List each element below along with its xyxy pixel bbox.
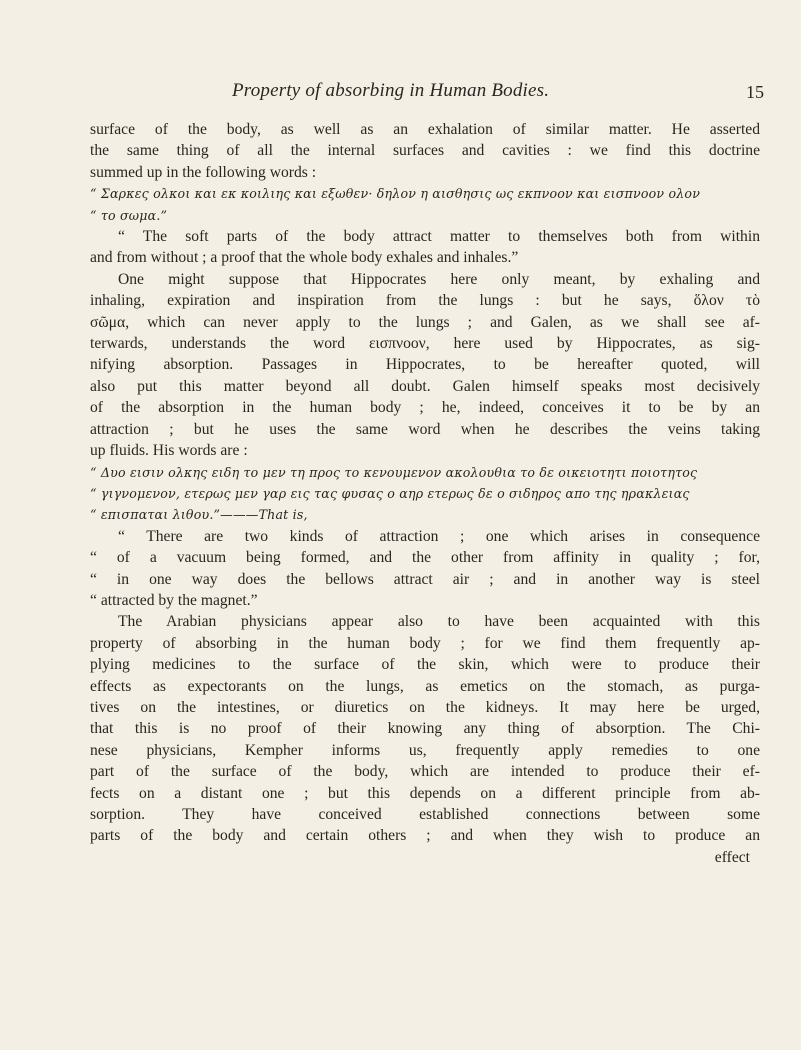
text-line: tives on the intestines, or diuretics on the kidneys. It may here be urged,	[90, 698, 760, 716]
greek-quote-line: “ το σωμα.”	[90, 207, 168, 223]
text-line: parts of the body and certain others ; and when they wish to produce an	[90, 827, 760, 845]
text-line: “ of a vacuum being formed, and the other from affinity in quality ; for,	[90, 549, 760, 567]
text-line: fects on a distant one ; but this depends on a different principle from ab-	[90, 784, 760, 802]
text-line: “ There are two kinds of attraction ; one which arises in consequence	[118, 527, 760, 545]
page-number: 15	[746, 82, 764, 102]
text-line: also put this matter beyond all doubt. Galen himself speaks most decisively	[90, 377, 760, 395]
greek-quote-line: “ Δυο εισιν ολκης ειδη το μεν τη προς το κενουμενον ακολουθια το δε οικειοτητι ποιοτητος	[90, 464, 698, 480]
text-line: inhaling, expiration and inspiration from the lungs : but he says, ὅλον τὸ	[90, 292, 760, 310]
text-line: “ in one way does the bellows attract air ; and in another way is steel	[90, 570, 760, 588]
text-line: that this is no proof of their knowing any thing of absorption. The Chi-	[90, 720, 760, 738]
running-header	[0, 80, 801, 110]
text-line: σῶμα, which can never apply to the lungs ; and Galen, as we shall see af-	[90, 313, 760, 331]
text-line: nese physicians, Kempher informs us, frequently apply remedies to one	[90, 741, 760, 759]
text-line: up fluids. His words are :	[90, 442, 248, 460]
body-text	[90, 119, 760, 868]
text-line: sorption. They have conceived established connections between some	[90, 806, 760, 823]
text-line: “ The soft parts of the body attract matter to themselves both from within	[118, 228, 760, 246]
catchword: effect	[714, 848, 750, 866]
running-title: Property of absorbing in Human Bodies.	[232, 80, 550, 101]
text-line: “ attracted by the magnet.”	[90, 591, 258, 609]
text-line: of the absorption in the human body ; he, indeed, conceives it to be by an	[90, 399, 760, 417]
text-line: attraction ; but he uses the same word when he describes the veins taking	[90, 420, 760, 438]
greek-quote-line: “ γιγνομενον, ετερως μεν γαρ εις τας φυσας ο αηρ ετερως δε ο σιδηρος απο της ηρακλειας	[90, 485, 690, 501]
text-line: summed up in the following words :	[90, 163, 317, 181]
text-line: One might suppose that Hippocrates here only meant, by exhaling and	[118, 270, 760, 288]
text-line: effects as expectorants on the lungs, as emetics on the stomach, as purga-	[90, 677, 760, 695]
text-line: The Arabian physicians appear also to have been acquainted with this	[118, 613, 760, 631]
greek-quote-line: “ επισπαται λιθου.”———That is,	[90, 507, 308, 523]
text-line: and from without ; a proof that the whole body exhales and inhales.”	[90, 249, 519, 267]
text-line: the same thing of all the internal surfaces and cavities : we find this doctrine	[90, 142, 760, 160]
text-line: surface of the body, as well as an exhalation of similar matter. He asserted	[90, 121, 760, 138]
text-line: terwards, understands the word εισπνοον, here used by Hippocrates, as sig-	[90, 335, 760, 353]
text-line: nifying absorption. Passages in Hippocrates, to be hereafter quoted, will	[90, 356, 760, 374]
text-line: part of the surface of the body, which are intended to produce their ef-	[90, 763, 760, 781]
text-line: property of absorbing in the human body ; for we find them frequently ap-	[90, 634, 760, 652]
greek-quote-line: “ Σαρκες ολκοι και εκ κοιλιης και εξωθεν· δηλον η αισθησις ως εκπνοον και εισπνοον ολον	[90, 186, 701, 202]
text-line: plying medicines to the surface of the skin, which were to produce their	[90, 656, 760, 674]
